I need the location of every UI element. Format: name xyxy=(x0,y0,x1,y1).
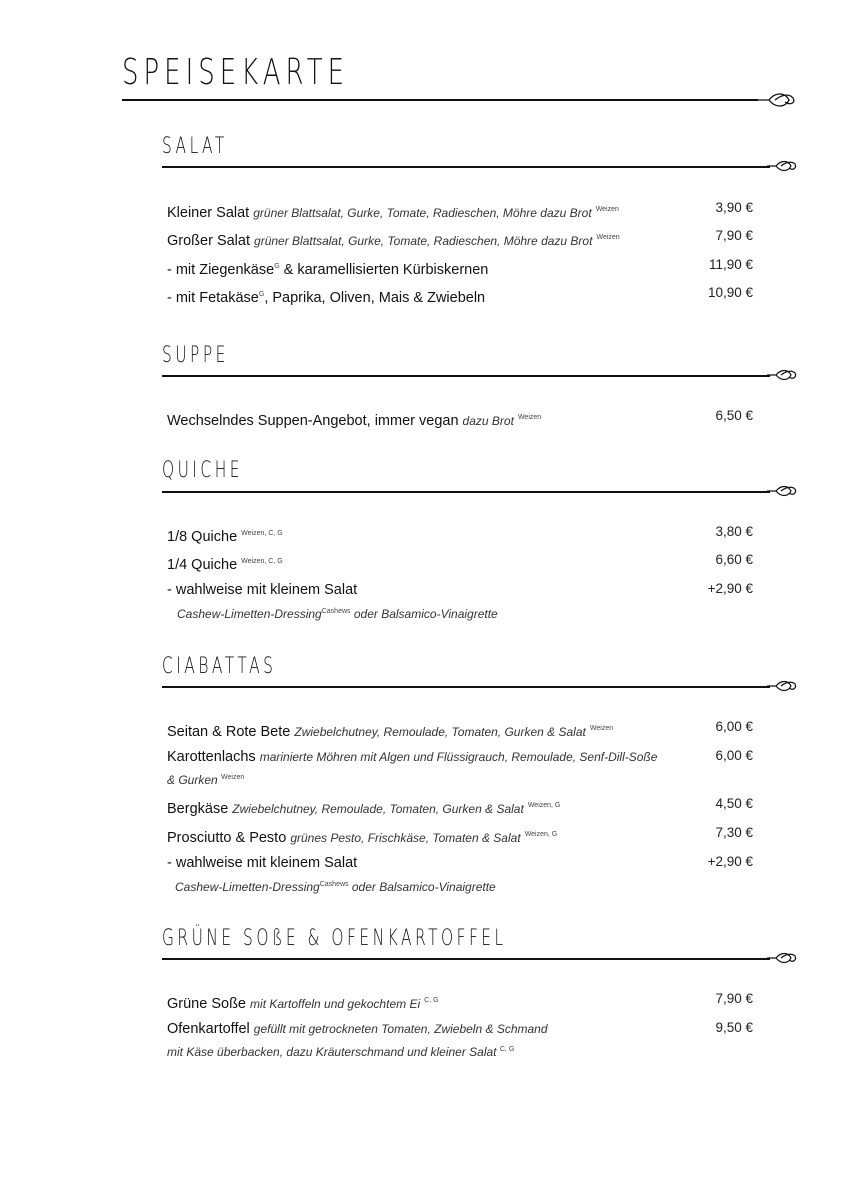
price: 7,30 € xyxy=(715,825,753,840)
section-title-ciabattas: CIABATTAS xyxy=(162,654,277,679)
menu-item-ofenkartoffel: Ofenkartoffel gefüllt mit getrockneten Tomaten, Zwiebeln & Schmand mit Käse überbacken, dazu Kräuterschmand und kleiner Salat $^{C, G}$ xyxy=(167,1021,548,1059)
price: 6,60 € xyxy=(715,552,753,567)
menu-item-karottenlachs: Karottenlachs marinierte Möhren mit Algen und Flüssigrauch, Remoulade, Senf-Dill-Soße & Gurken $^{Weizen}$ xyxy=(167,749,658,787)
section-title-gruene-sosse: GRÜNE SOßE & OFENKARTOFFEL xyxy=(162,926,507,951)
price: 7,90 € xyxy=(715,228,753,243)
menu-item-gruene-sosse: Grüne Soße mit Kartoffeln und gekochtem Ei $^{C, G}$ xyxy=(167,995,439,1012)
menu-item-bergkaese: Bergkäse Zwiebelchutney, Remoulade, Tomaten, Gurken & Salat $^{Weizen, G}$ xyxy=(167,800,561,817)
section-divider xyxy=(162,686,770,688)
price: +2,90 € xyxy=(707,854,753,869)
price: 3,90 € xyxy=(715,200,753,215)
price: 4,50 € xyxy=(715,796,753,811)
flourish-icon xyxy=(755,90,799,110)
section-title-salat: SALAT xyxy=(162,134,228,159)
section-title-suppe: SUPPE xyxy=(162,343,229,368)
price: 9,50 € xyxy=(715,1020,753,1035)
menu-item-prosciutto: Prosciutto & Pesto grünes Pesto, Frischkäse, Tomaten & Salat $^{Weizen, G}$ xyxy=(167,829,558,846)
menu-item-quiche-1-4: 1/4 Quiche $^{Weizen, C, G}$ xyxy=(167,556,283,573)
title-divider xyxy=(122,99,758,101)
menu-item-ziegenkaese: - mit Ziegenkäse$^G$ & karamellisierten Kürbiskernen xyxy=(167,261,489,278)
price: 7,90 € xyxy=(715,991,753,1006)
price: +2,90 € xyxy=(707,581,753,596)
flourish-icon xyxy=(767,483,799,499)
price: 10,90 € xyxy=(707,285,753,300)
menu-item-quiche-salat: - wahlweise mit kleinem Salat Cashew-Limetten-Dressing$^{Cashews}$ oder Balsamico-Vinaigrette xyxy=(167,582,498,621)
price: 6,00 € xyxy=(715,748,753,763)
section-divider xyxy=(162,958,770,960)
price: 3,80 € xyxy=(715,524,753,539)
menu-item-kleiner-salat: Kleiner Salat grüner Blattsalat, Gurke, Tomate, Radieschen, Möhre dazu Brot $^{Weizen}$ xyxy=(167,204,619,221)
price: 11,90 € xyxy=(708,257,753,272)
menu-item-quiche-1-8: 1/8 Quiche $^{Weizen, C, G}$ xyxy=(167,528,283,545)
menu-item-grosser-salat: Großer Salat grüner Blattsalat, Gurke, Tomate, Radieschen, Möhre dazu Brot $^{Weizen}$ xyxy=(167,232,620,249)
section-divider xyxy=(162,375,770,377)
menu-item-suppe: Wechselndes Suppen-Angebot, immer vegan dazu Brot $^{Weizen}$ xyxy=(167,412,542,429)
menu-item-fetakaese: - mit Fetakäse$^G$, Paprika, Oliven, Mais & Zwiebeln xyxy=(167,289,486,306)
flourish-icon xyxy=(767,678,799,694)
flourish-icon xyxy=(767,367,799,383)
price: 6,00 € xyxy=(715,719,753,734)
menu-item-seitan: Seitan & Rote Bete Zwiebelchutney, Remoulade, Tomaten, Gurken & Salat $^{Weizen}$ xyxy=(167,723,614,740)
page-title: SPEISEKARTE xyxy=(122,52,349,93)
flourish-icon xyxy=(767,950,799,966)
menu-item-ciabatta-salat: - wahlweise mit kleinem Salat Cashew-Limetten-Dressing$^{Cashews}$ oder Balsamico-Vinaigrette xyxy=(167,855,496,894)
flourish-icon xyxy=(767,158,799,174)
price: 6,50 € xyxy=(715,408,753,423)
section-divider xyxy=(162,491,770,493)
section-divider xyxy=(162,166,770,168)
section-title-quiche: QUICHE xyxy=(162,458,244,483)
